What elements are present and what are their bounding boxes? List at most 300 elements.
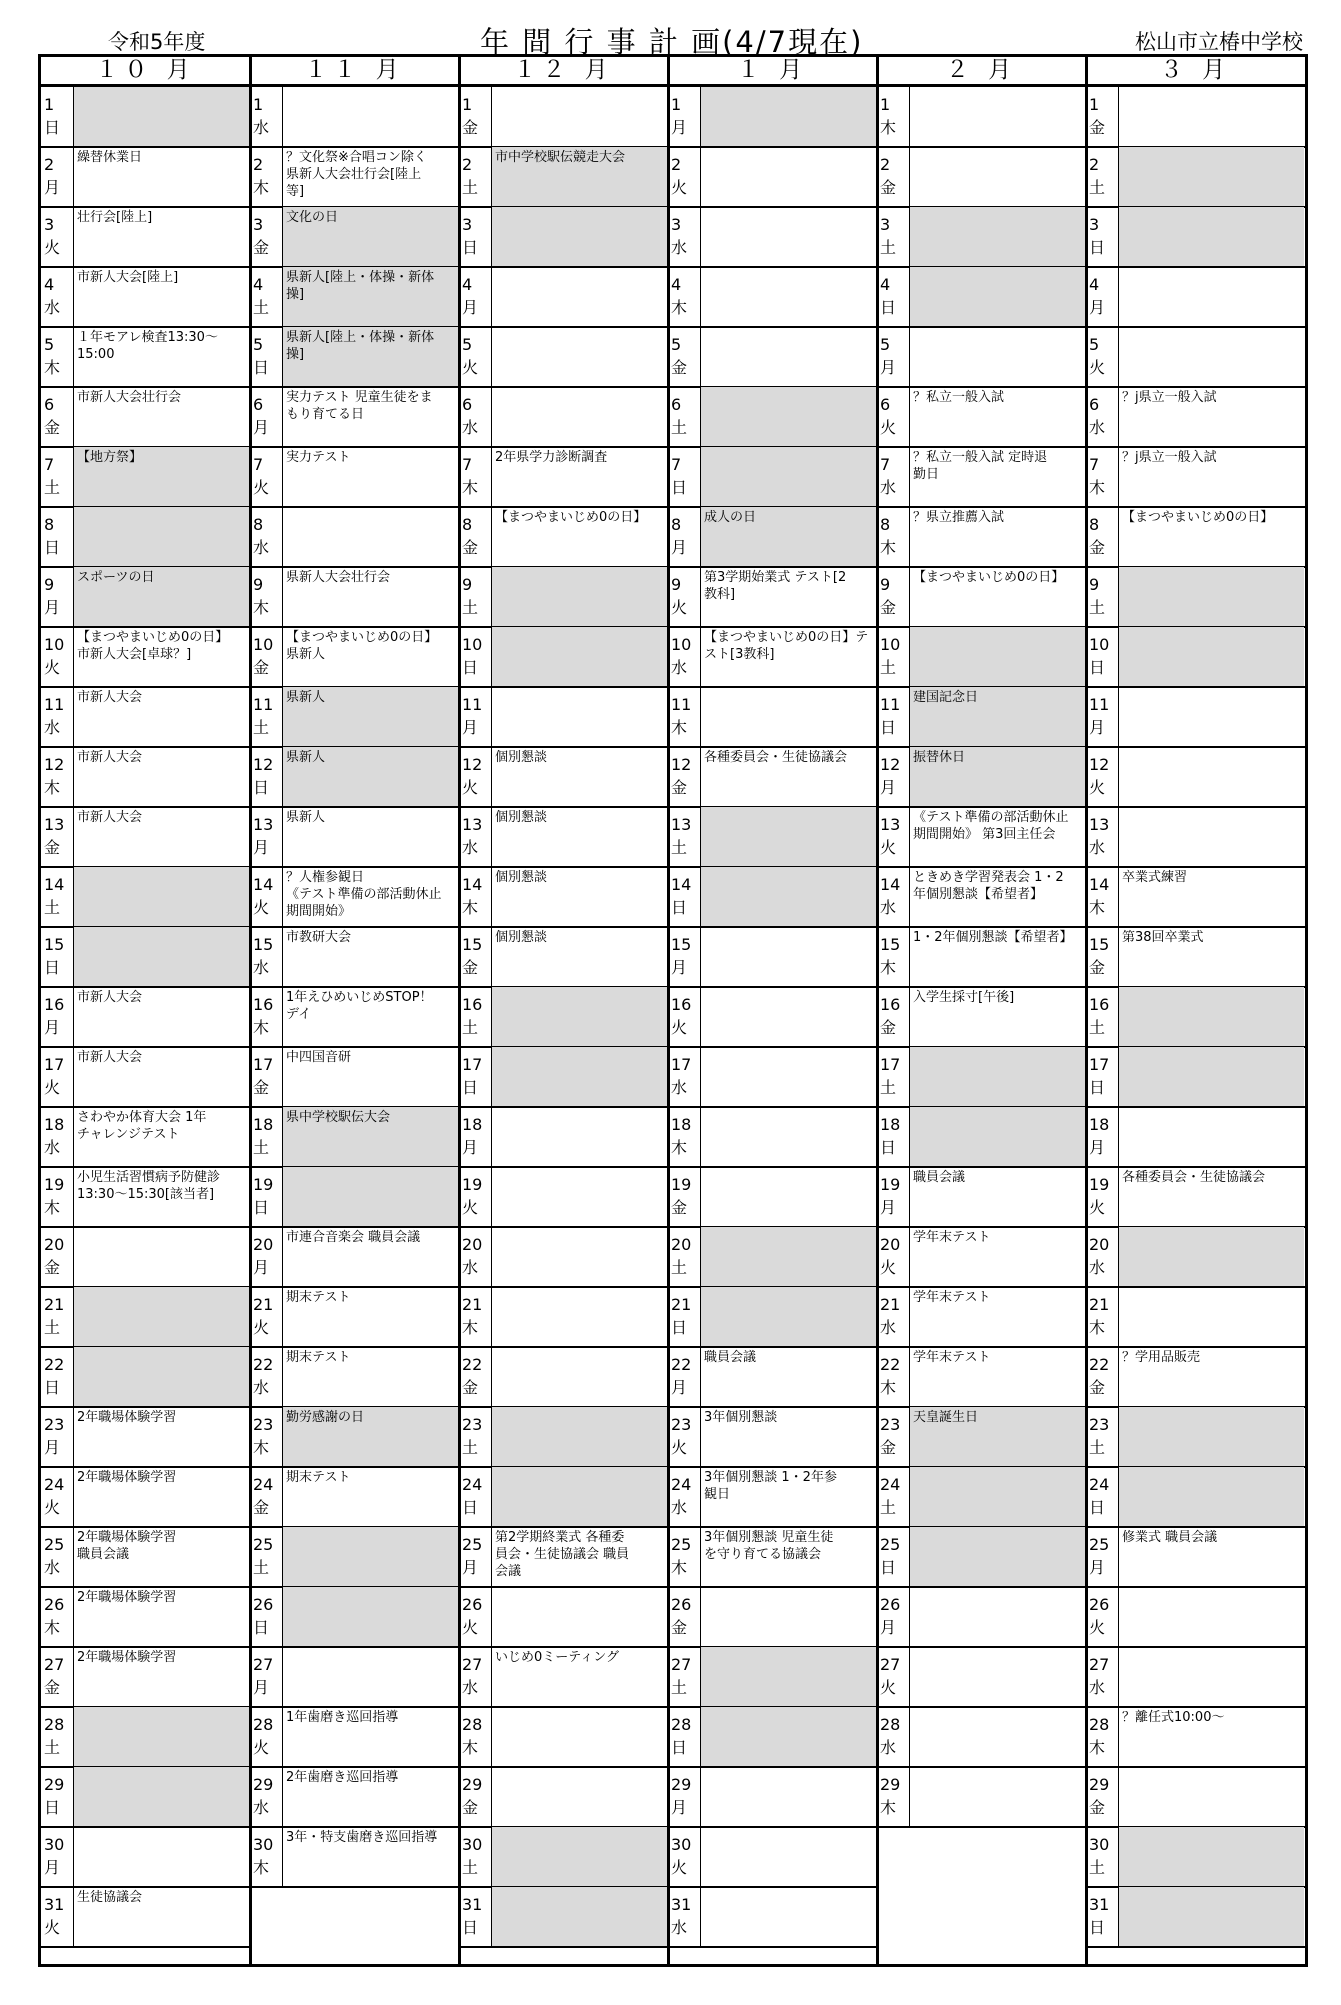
day-number: 27 — [671, 1655, 692, 1674]
event-cell — [282, 1347, 458, 1407]
date-cell — [459, 1347, 491, 1407]
day-number: 18 — [1089, 1115, 1110, 1134]
weekday: 木 — [253, 598, 270, 617]
weekday: 金 — [1089, 538, 1106, 557]
weekday: 木 — [462, 1738, 479, 1757]
date-cell — [250, 447, 282, 507]
event-cell — [1118, 747, 1304, 807]
weekday: 土 — [671, 838, 688, 857]
date-cell — [459, 1527, 491, 1587]
weekday: 火 — [462, 1618, 479, 1637]
event-cell — [1118, 267, 1304, 327]
day-number: 10 — [462, 635, 483, 654]
day-number: 25 — [44, 1535, 65, 1554]
weekday: 水 — [1089, 838, 1106, 857]
event-cell — [700, 687, 876, 747]
weekday: 土 — [671, 1258, 688, 1277]
event-cell — [282, 1167, 458, 1227]
day-number: 8 — [44, 515, 55, 534]
weekday: 月 — [462, 1558, 479, 1577]
date-cell — [41, 1827, 73, 1887]
date-cell — [668, 447, 700, 507]
date-cell — [41, 627, 73, 687]
date-cell — [41, 327, 73, 387]
event-cell — [73, 1047, 249, 1107]
day-number: 5 — [44, 335, 55, 354]
date-cell — [250, 1467, 282, 1527]
weekday: 木 — [462, 1318, 479, 1337]
day-number: 19 — [44, 1175, 65, 1194]
weekday: 月 — [44, 1438, 61, 1457]
date-cell — [459, 927, 491, 987]
weekday: 水 — [1089, 1258, 1106, 1277]
date-cell — [877, 627, 909, 687]
event-text: 振替休日 — [913, 750, 966, 765]
date-cell — [41, 1287, 73, 1347]
date-cell — [459, 867, 491, 927]
day-number: 6 — [462, 395, 473, 414]
date-cell — [1086, 1227, 1118, 1287]
weekday: 木 — [671, 298, 688, 317]
event-text: 【まつやまいじめ0の日】 市新人大会[卓球？] — [77, 630, 229, 662]
event-text: 修業式 職員会議 — [1122, 1530, 1218, 1545]
event-cell — [909, 207, 1085, 267]
date-cell — [1086, 207, 1118, 267]
event-cell — [282, 447, 458, 507]
event-cell — [491, 1527, 667, 1587]
event-text: いじめ0ミーティング — [495, 1650, 619, 1665]
row-divider — [668, 1946, 877, 1948]
date-cell — [668, 627, 700, 687]
weekday: 月 — [462, 1138, 479, 1157]
weekday: 金 — [253, 658, 270, 677]
weekday: 木 — [671, 1138, 688, 1157]
day-number: 23 — [1089, 1415, 1110, 1434]
event-text: 県新人[陸上・体操・新体 操] — [286, 330, 435, 362]
date-cell — [250, 1047, 282, 1107]
date-cell — [877, 567, 909, 627]
date-cell — [459, 1407, 491, 1467]
day-number: 19 — [1089, 1175, 1110, 1194]
event-cell — [700, 507, 876, 567]
weekday: 土 — [671, 418, 688, 437]
weekday: 木 — [671, 1558, 688, 1577]
weekday: 水 — [880, 478, 897, 497]
day-number: 4 — [880, 275, 891, 294]
weekday: 木 — [1089, 478, 1106, 497]
day-number: 17 — [1089, 1055, 1110, 1074]
date-cell — [668, 267, 700, 327]
date-cell — [668, 1887, 700, 1947]
weekday: 火 — [44, 1078, 61, 1097]
weekday: 金 — [880, 1438, 897, 1457]
event-text: ときめき学習発表会 1・2 年個別懇談【希望者】 — [913, 870, 1064, 902]
event-cell — [73, 387, 249, 447]
date-cell — [41, 387, 73, 447]
date-cell — [668, 1827, 700, 1887]
event-cell — [909, 387, 1085, 447]
weekday: 土 — [44, 478, 61, 497]
date-cell — [877, 1107, 909, 1167]
weekday: 金 — [253, 238, 270, 257]
date-cell — [41, 507, 73, 567]
day-number: 3 — [44, 215, 55, 234]
weekday: 月 — [880, 778, 897, 797]
event-cell — [282, 1527, 458, 1587]
date-cell — [668, 1047, 700, 1107]
weekday: 土 — [1089, 1858, 1106, 1877]
date-cell — [668, 1287, 700, 1347]
date-cell — [668, 1167, 700, 1227]
date-cell — [1086, 1647, 1118, 1707]
weekday: 日 — [1089, 1498, 1106, 1517]
day-number: 18 — [671, 1115, 692, 1134]
event-cell — [282, 747, 458, 807]
event-cell — [700, 1827, 876, 1887]
event-text: 【まつやまいじめ0の日】テ スト[3教科] — [704, 630, 869, 662]
event-text: スポーツの日 — [77, 570, 155, 585]
date-cell — [250, 1107, 282, 1167]
day-number: 24 — [1089, 1475, 1110, 1494]
day-number: 29 — [44, 1775, 65, 1794]
day-number: 24 — [253, 1475, 274, 1494]
event-cell — [73, 327, 249, 387]
weekday: 火 — [44, 238, 61, 257]
event-text: 県新人 — [286, 690, 326, 705]
event-cell — [700, 1767, 876, 1827]
weekday: 水 — [253, 958, 270, 977]
weekday: 火 — [44, 1498, 61, 1517]
weekday: 日 — [1089, 1078, 1106, 1097]
day-number: 8 — [253, 515, 264, 534]
weekday: 水 — [44, 718, 61, 737]
day-number: 5 — [671, 335, 682, 354]
day-number: 27 — [253, 1655, 274, 1674]
event-cell — [1118, 867, 1304, 927]
event-cell — [909, 327, 1085, 387]
event-cell — [1118, 1047, 1304, 1107]
day-number: 22 — [253, 1355, 274, 1374]
event-text: 繰替休業日 — [77, 150, 143, 165]
date-cell — [459, 567, 491, 627]
event-text: 期末テスト — [286, 1350, 351, 1365]
day-number: 14 — [880, 875, 901, 894]
weekday: 月 — [671, 118, 688, 137]
day-number: 2 — [1089, 155, 1100, 174]
event-cell — [909, 267, 1085, 327]
day-number: 26 — [44, 1595, 65, 1614]
day-number: 10 — [880, 635, 901, 654]
event-cell — [909, 1527, 1085, 1587]
weekday: 金 — [880, 1018, 897, 1037]
date-cell — [1086, 507, 1118, 567]
date-cell — [41, 747, 73, 807]
date-cell — [41, 1707, 73, 1767]
date-cell — [459, 1587, 491, 1647]
date-cell — [877, 1467, 909, 1527]
date-cell — [250, 1707, 282, 1767]
date-cell — [41, 1107, 73, 1167]
event-text: 【地方祭】 — [77, 450, 143, 465]
date-cell — [1086, 1827, 1118, 1887]
event-cell — [1118, 1887, 1304, 1947]
day-number: 6 — [880, 395, 891, 414]
month-divider — [458, 57, 461, 1964]
weekday: 日 — [462, 1918, 479, 1937]
date-cell — [668, 1707, 700, 1767]
event-cell — [282, 267, 458, 327]
event-cell — [491, 1827, 667, 1887]
weekday: 月 — [671, 1378, 688, 1397]
weekday: 火 — [44, 658, 61, 677]
event-cell — [909, 1347, 1085, 1407]
weekday: 日 — [880, 1558, 897, 1577]
day-number: 24 — [671, 1475, 692, 1494]
weekday: 金 — [880, 598, 897, 617]
event-cell — [909, 1287, 1085, 1347]
day-number: 17 — [880, 1055, 901, 1074]
weekday: 金 — [44, 418, 61, 437]
day-number: 15 — [253, 935, 274, 954]
date-cell — [668, 507, 700, 567]
weekday: 日 — [253, 778, 270, 797]
event-text: 県新人 — [286, 810, 326, 825]
event-text: 職員会議 — [913, 1170, 966, 1185]
date-cell — [250, 927, 282, 987]
date-cell — [250, 987, 282, 1047]
event-text: 生徒協議会 — [77, 1890, 143, 1905]
weekday: 月 — [880, 1618, 897, 1637]
date-cell — [668, 747, 700, 807]
date-cell — [459, 747, 491, 807]
event-text: 入学生採寸[午後] — [913, 990, 1015, 1005]
day-number: 10 — [253, 635, 274, 654]
month-divider — [667, 57, 670, 1964]
day-number: 9 — [253, 575, 264, 594]
weekday: 火 — [671, 1438, 688, 1457]
event-cell — [73, 867, 249, 927]
weekday: 月 — [880, 358, 897, 377]
weekday: 日 — [44, 538, 61, 557]
weekday: 木 — [880, 1378, 897, 1397]
date-cell — [1086, 627, 1118, 687]
event-cell — [282, 687, 458, 747]
weekday: 水 — [1089, 418, 1106, 437]
event-cell — [909, 867, 1085, 927]
event-cell — [282, 387, 458, 447]
date-cell — [1086, 1587, 1118, 1647]
weekday: 日 — [1089, 238, 1106, 257]
weekday: 月 — [253, 838, 270, 857]
month-divider — [1085, 57, 1088, 1964]
fiscal-year-label: 令和5年度 — [108, 30, 206, 54]
day-number: 16 — [880, 995, 901, 1014]
event-cell — [1118, 1107, 1304, 1167]
event-cell — [73, 567, 249, 627]
event-cell — [282, 1827, 458, 1887]
event-cell — [491, 1887, 667, 1947]
weekday: 水 — [462, 1678, 479, 1697]
event-text: 学年末テスト — [913, 1230, 991, 1245]
event-cell — [73, 1107, 249, 1167]
event-cell — [700, 987, 876, 1047]
date-cell — [877, 1047, 909, 1107]
event-cell — [282, 1467, 458, 1527]
event-text: 市新人大会 — [77, 1050, 143, 1065]
event-text: 【まつやまいじめ0の日】 — [913, 570, 1065, 585]
day-number: 14 — [1089, 875, 1110, 894]
weekday: 日 — [44, 1798, 61, 1817]
event-cell — [1118, 147, 1304, 207]
event-cell — [491, 747, 667, 807]
weekday: 水 — [462, 838, 479, 857]
date-cell — [250, 267, 282, 327]
event-cell — [909, 747, 1085, 807]
weekday: 水 — [253, 1378, 270, 1397]
date-cell — [877, 987, 909, 1047]
event-text: 県新人大会壮行会 — [286, 570, 391, 585]
weekday: 木 — [253, 1858, 270, 1877]
event-cell — [700, 747, 876, 807]
event-text: 各種委員会・生徒協議会 — [1122, 1170, 1266, 1185]
weekday: 金 — [1089, 118, 1106, 137]
event-text: ？私立一般入試 定時退 勤日 — [913, 450, 1048, 482]
weekday: 土 — [880, 1078, 897, 1097]
event-text: 職員会議 — [704, 1350, 757, 1365]
event-text: 小児生活習慣病予防健診 13:30～15:30[該当者] — [77, 1170, 221, 1202]
month-divider — [249, 57, 252, 1964]
event-cell — [700, 447, 876, 507]
date-cell — [250, 147, 282, 207]
weekday: 日 — [1089, 1918, 1106, 1937]
weekday: 火 — [462, 1198, 479, 1217]
event-cell — [73, 1707, 249, 1767]
date-cell — [459, 1647, 491, 1707]
date-cell — [250, 207, 282, 267]
date-cell — [668, 1587, 700, 1647]
day-number: 22 — [880, 1355, 901, 1374]
date-cell — [459, 1167, 491, 1227]
event-cell — [700, 147, 876, 207]
month-header: ３ 月 — [1159, 57, 1232, 83]
day-number: 23 — [880, 1415, 901, 1434]
date-cell — [668, 1107, 700, 1167]
event-cell — [73, 1287, 249, 1347]
weekday: 水 — [880, 898, 897, 917]
event-cell — [73, 1407, 249, 1467]
event-text: 壮行会[陸上] — [77, 210, 153, 225]
row-divider — [877, 1826, 1086, 1828]
day-number: 3 — [462, 215, 473, 234]
event-cell — [282, 927, 458, 987]
day-number: 1 — [880, 95, 891, 114]
weekday: 金 — [671, 1198, 688, 1217]
date-cell — [459, 387, 491, 447]
event-text: 個別懇談 — [495, 870, 548, 885]
weekday: 水 — [44, 1558, 61, 1577]
event-cell — [491, 207, 667, 267]
day-number: 5 — [462, 335, 473, 354]
day-number: 10 — [44, 635, 65, 654]
page-title: 年 間 行 事 計 画(4/7現在) — [480, 25, 864, 59]
event-cell — [491, 987, 667, 1047]
weekday: 土 — [462, 1858, 479, 1877]
event-cell — [282, 1227, 458, 1287]
event-cell — [73, 1527, 249, 1587]
event-cell — [1118, 807, 1304, 867]
event-cell — [73, 927, 249, 987]
month-header: １１ 月 — [304, 57, 405, 83]
weekday: 火 — [1089, 778, 1106, 797]
date-cell — [41, 207, 73, 267]
weekday: 金 — [1089, 1798, 1106, 1817]
event-cell — [909, 1707, 1085, 1767]
date-cell — [1086, 1467, 1118, 1527]
event-text: 2年職場体験学習 職員会議 — [77, 1530, 177, 1562]
date-cell — [41, 1167, 73, 1227]
weekday: 木 — [462, 898, 479, 917]
date-cell — [459, 447, 491, 507]
event-cell — [909, 927, 1085, 987]
date-cell — [1086, 1047, 1118, 1107]
event-cell — [1118, 1167, 1304, 1227]
event-cell — [282, 627, 458, 687]
event-cell — [491, 927, 667, 987]
date-cell — [1086, 1707, 1118, 1767]
date-cell — [250, 627, 282, 687]
day-number: 28 — [1089, 1715, 1110, 1734]
event-cell — [700, 1407, 876, 1467]
event-text: 市連合音楽会 職員会議 — [286, 1230, 421, 1245]
weekday: 月 — [253, 1258, 270, 1277]
day-number: 25 — [1089, 1535, 1110, 1554]
date-cell — [41, 1407, 73, 1467]
event-cell — [73, 1887, 249, 1947]
day-number: 1 — [44, 95, 55, 114]
day-number: 11 — [1089, 695, 1110, 714]
day-number: 16 — [44, 995, 65, 1014]
day-number: 17 — [44, 1055, 65, 1074]
day-number: 8 — [671, 515, 682, 534]
event-cell — [909, 1167, 1085, 1227]
day-number: 26 — [253, 1595, 274, 1614]
event-cell — [909, 87, 1085, 147]
date-cell — [668, 1647, 700, 1707]
date-cell — [250, 1347, 282, 1407]
weekday: 火 — [671, 598, 688, 617]
event-text: 市新人大会 — [77, 750, 143, 765]
date-cell — [459, 1107, 491, 1167]
day-number: 27 — [44, 1655, 65, 1674]
event-cell — [282, 1587, 458, 1647]
weekday: 月 — [1089, 718, 1106, 737]
day-number: 4 — [462, 275, 473, 294]
day-number: 15 — [671, 935, 692, 954]
weekday: 日 — [253, 1618, 270, 1637]
event-cell — [700, 1527, 876, 1587]
event-cell — [700, 267, 876, 327]
event-cell — [282, 507, 458, 567]
day-number: 13 — [1089, 815, 1110, 834]
event-cell — [282, 867, 458, 927]
date-cell — [668, 207, 700, 267]
weekday: 土 — [880, 1498, 897, 1517]
date-cell — [668, 807, 700, 867]
day-number: 14 — [253, 875, 274, 894]
date-cell — [1086, 1407, 1118, 1467]
day-number: 5 — [880, 335, 891, 354]
day-number: 3 — [671, 215, 682, 234]
